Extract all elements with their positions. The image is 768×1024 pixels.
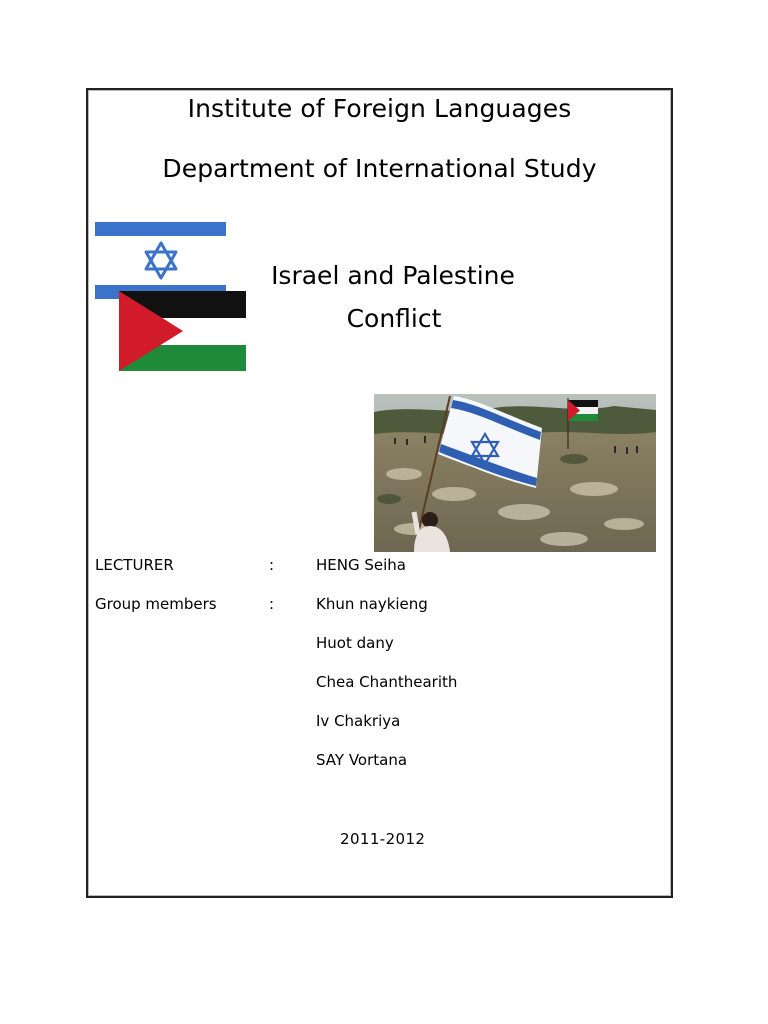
group-member: Chea Chanthearith — [316, 673, 458, 691]
group-member: Iv Chakriya — [316, 712, 401, 730]
group-member: Huot dany — [316, 634, 394, 652]
israel-flag-image — [95, 221, 226, 300]
palestine-flag-image — [119, 291, 246, 371]
lecturer-name: HENG Seiha — [316, 556, 406, 574]
group-member: SAY Vortana — [316, 751, 408, 769]
institute-heading: Institute of Foreign Languages — [187, 94, 572, 123]
group-member: Khun naykieng — [316, 595, 428, 613]
academic-year: 2011-2012 — [340, 830, 426, 848]
title-line-1: Israel and Palestine — [271, 261, 515, 290]
group-members-colon: : — [269, 595, 275, 613]
document-title — [258, 254, 528, 340]
group-members-label: Group members — [95, 595, 217, 613]
lecturer-label: LECTURER — [95, 556, 174, 574]
title-line-2: Conflict — [346, 304, 442, 333]
flag-waving-photo — [374, 394, 656, 552]
lecturer-colon: : — [269, 556, 275, 574]
department-heading: Department of International Study — [162, 154, 597, 183]
